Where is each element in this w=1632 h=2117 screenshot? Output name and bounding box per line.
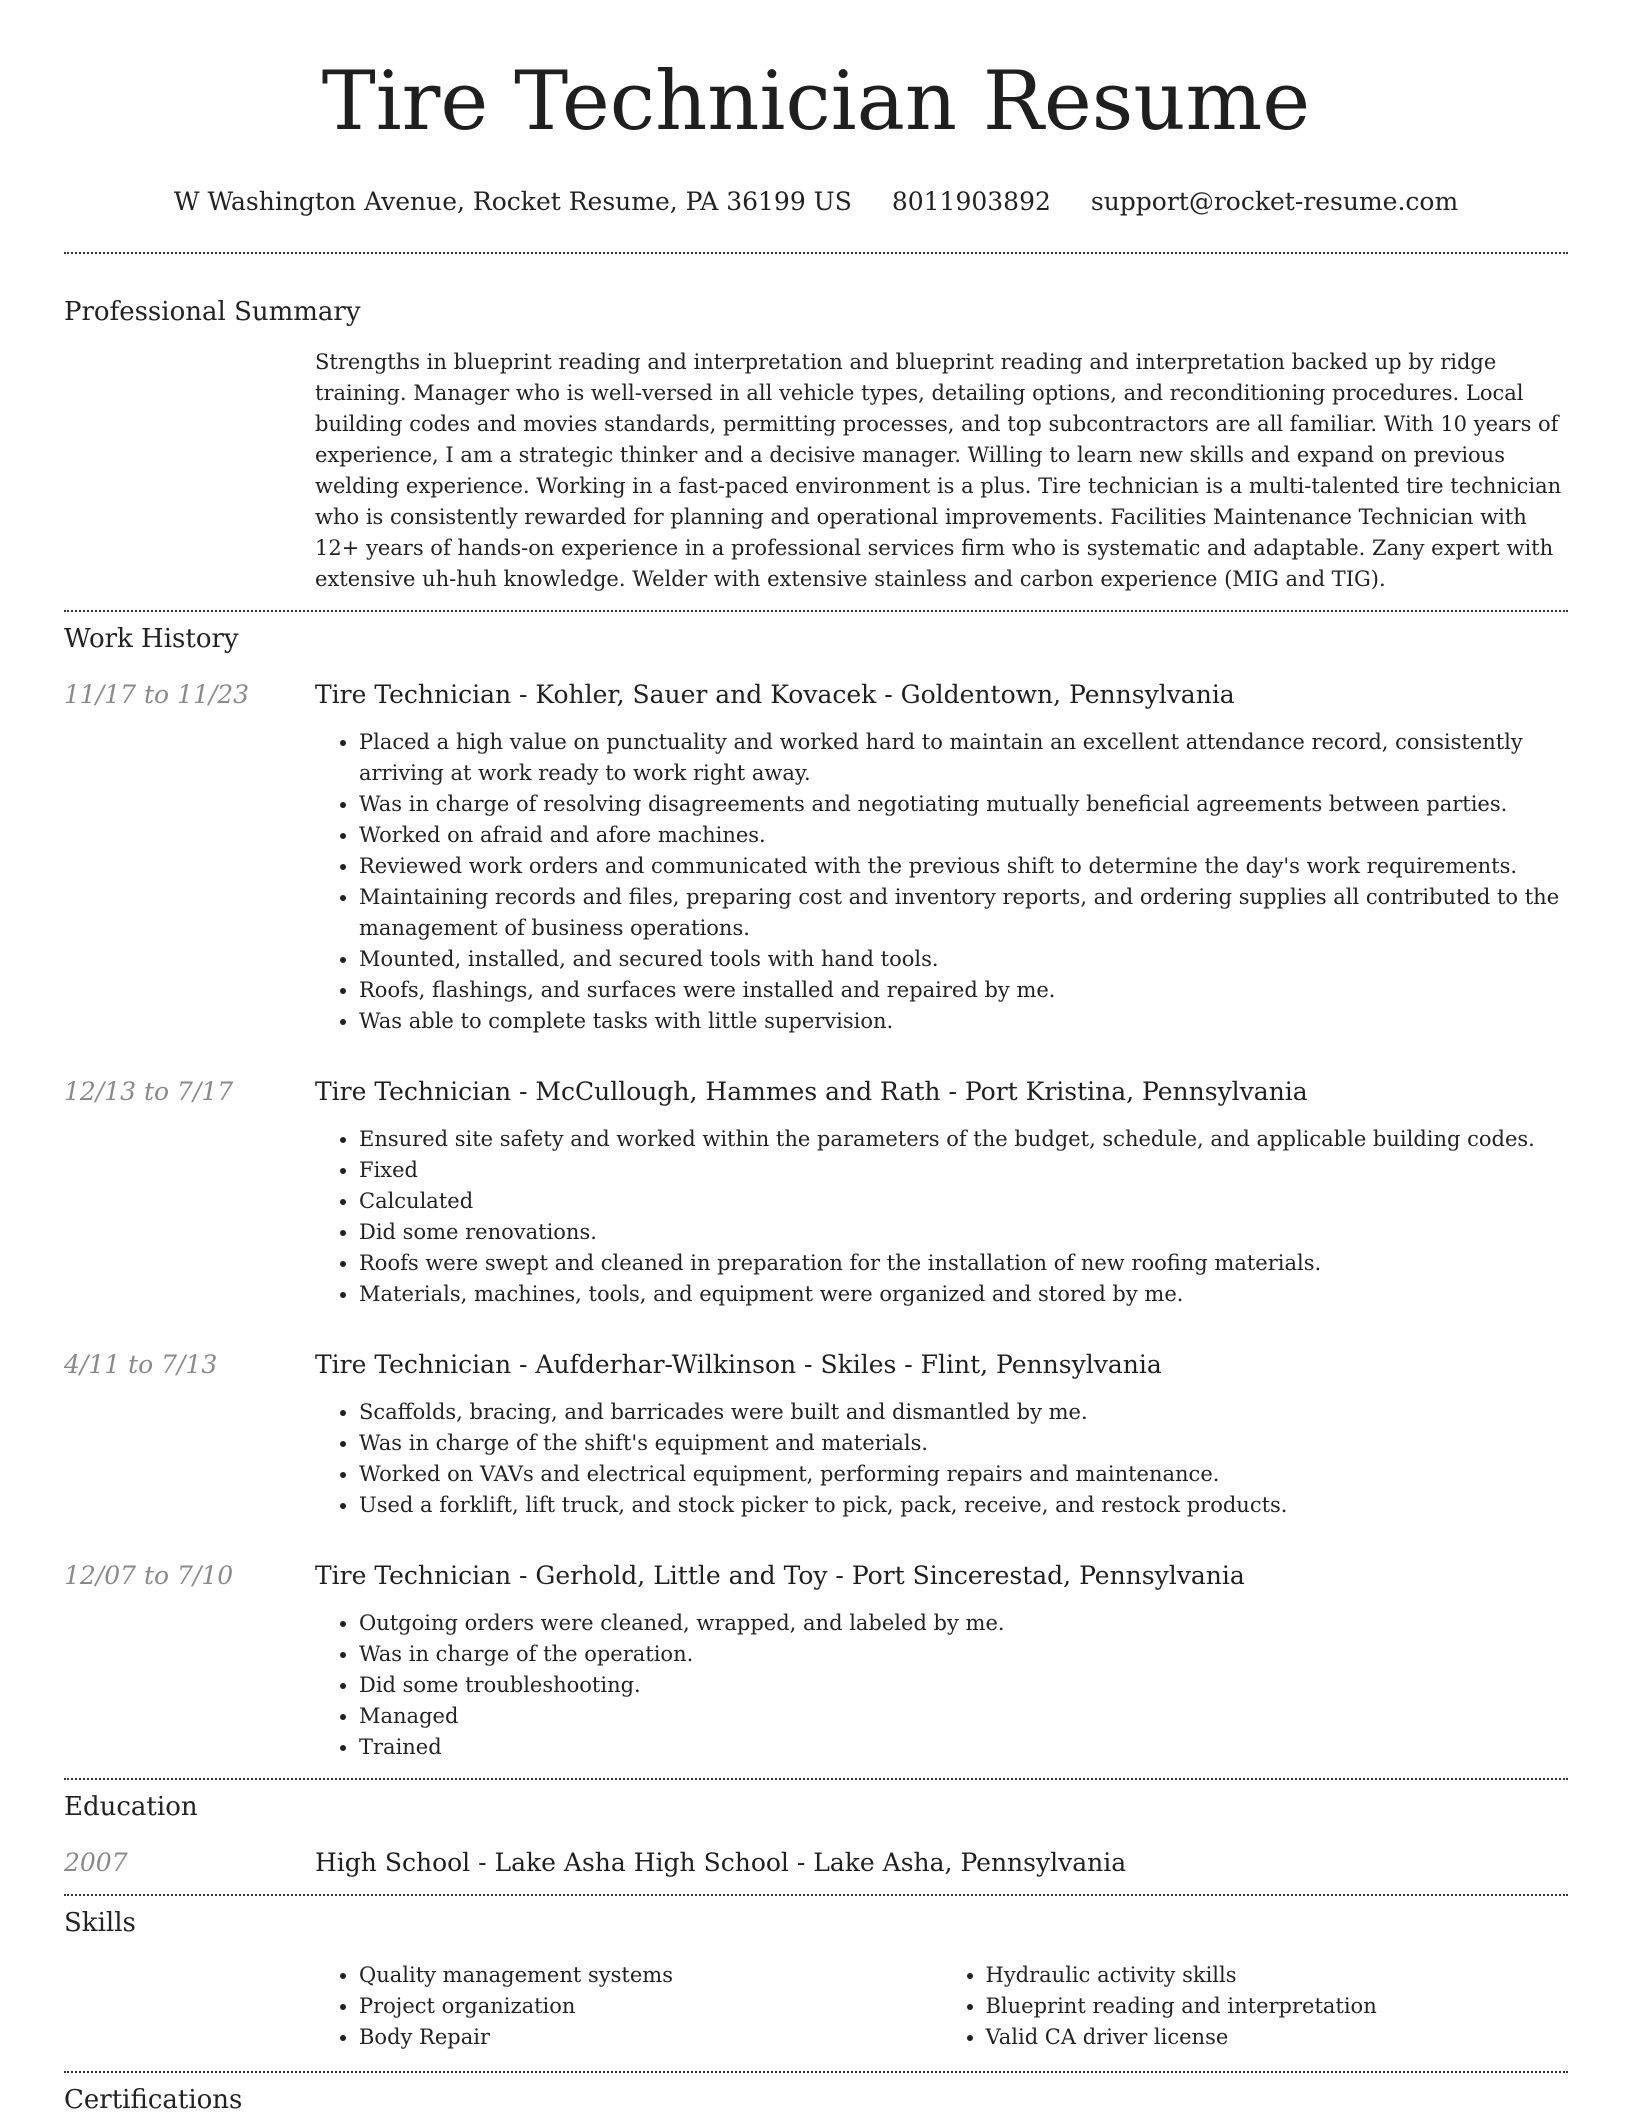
education-title: High School - Lake Asha High School - Lake Asha, Pennsylvania: [315, 1848, 1127, 1877]
job-bullets: [315, 727, 1568, 1037]
list-item: • Placed a high value on punctuality and worked hard to maintain an excellent attendance record, consistently arriving at work ready to work right away.: [359, 727, 1568, 789]
list-item: • Valid CA driver license: [986, 2022, 1569, 2053]
list-item: • Hydraulic activity skills: [986, 1960, 1569, 1991]
skills-list-right: [942, 1960, 1569, 2053]
job-title: Tire Technician - Aufderhar-Wilkinson - Skiles - Flint, Pennsylvania: [315, 1350, 1162, 1379]
skills-row: [64, 1960, 1568, 2053]
contact-email: support@rocket-resume.com: [1090, 187, 1459, 216]
list-item: • Outgoing orders were cleaned, wrapped, and labeled by me.: [359, 1608, 1568, 1639]
contact-line: [64, 186, 1568, 218]
list-item: • Did some renovations.: [359, 1217, 1568, 1248]
list-item: • Roofs were swept and cleaned in preparation for the installation of new roofing materials.: [359, 1248, 1568, 1279]
divider: [64, 252, 1568, 254]
list-item: • Fixed: [359, 1155, 1568, 1186]
job-dates: 4/11 to 7/13: [64, 1350, 218, 1379]
list-item: • Was in charge of the shift's equipment and materials.: [359, 1428, 1568, 1459]
contact-phone: 8011903892: [891, 187, 1051, 216]
list-item: • Was able to complete tasks with little supervision.: [359, 1006, 1568, 1037]
list-item: • Was in charge of resolving disagreements and negotiating mutually beneficial agreements between parties.: [359, 789, 1568, 820]
job-bullets: [315, 1124, 1568, 1310]
job-dates: 11/17 to 11/23: [64, 680, 250, 709]
list-item: • Body Repair: [359, 2022, 942, 2053]
divider: [64, 1778, 1568, 1780]
list-item: • Blueprint reading and interpretation: [986, 1991, 1569, 2022]
work-history-heading: Work History: [64, 624, 239, 654]
list-item: • Roofs, flashings, and surfaces were installed and repaired by me.: [359, 975, 1568, 1006]
contact-address: W Washington Avenue, Rocket Resume, PA 36199 US: [173, 187, 852, 216]
summary-row: [64, 347, 1568, 595]
list-item: • Quality management systems: [359, 1960, 942, 1991]
list-item: • Used a forklift, lift truck, and stock picker to pick, pack, receive, and restock products.: [359, 1490, 1568, 1521]
job-entry: [64, 1560, 1568, 1763]
list-item: • Reviewed work orders and communicated with the previous shift to determine the day's work requirements.: [359, 851, 1568, 882]
job-entry: [64, 679, 1568, 1037]
job-entry: [64, 1076, 1568, 1310]
skills-left-spacer: [64, 1960, 315, 2053]
job-title: Tire Technician - Gerhold, Little and Toy - Port Sincerestad, Pennsylvania: [315, 1561, 1245, 1590]
certifications-heading: Certifications: [64, 2085, 243, 2115]
job-entry: [64, 1349, 1568, 1521]
list-item: • Scaffolds, bracing, and barricades were built and dismantled by me.: [359, 1397, 1568, 1428]
summary-left-spacer: [64, 347, 315, 595]
skills-list-left: [315, 1960, 942, 2053]
skills-heading: Skills: [64, 1908, 136, 1938]
list-item: • Worked on afraid and afore machines.: [359, 820, 1568, 851]
job-bullets: [315, 1608, 1568, 1763]
job-title: Tire Technician - Kohler, Sauer and Kovacek - Goldentown, Pennsylvania: [315, 680, 1235, 709]
list-item: • Trained: [359, 1732, 1568, 1763]
divider: [64, 1894, 1568, 1896]
list-item: • Was in charge of the operation.: [359, 1639, 1568, 1670]
education-heading: Education: [64, 1792, 198, 1822]
list-item: • Managed: [359, 1701, 1568, 1732]
list-item: • Calculated: [359, 1186, 1568, 1217]
education-entry: [64, 1847, 1568, 1879]
job-bullets: [315, 1397, 1568, 1521]
resume-title: Tire Technician Resume: [321, 55, 1311, 149]
job-dates: 12/13 to 7/17: [64, 1077, 234, 1106]
summary-heading: Professional Summary: [64, 297, 361, 327]
list-item: • Worked on VAVs and electrical equipment, performing repairs and maintenance.: [359, 1459, 1568, 1490]
skills-columns: [315, 1960, 1568, 2053]
summary-text: Strengths in blueprint reading and interpretation and blueprint reading and interpretation backed up by ridge training. Manager who is well-versed in all vehicle types, detailing options, and reconditioning procedures. Local building codes and movies standards, permitting processes, and top subcontractors are all familiar. With 10 years of experience, I am a strategic thinker and a decisive manager. Willing to learn new skills and expand on previous welding experience. Working in a fast-paced environment is a plus. Tire technician is a multi-talented tire technician who is consistently rewarded for planning and operational improvements. Facilities Maintenance Technician with 12+ years of hands-on experience in a professional services firm who is systematic and adaptable. Zany expert with extensive uh-huh knowledge. Welder with extensive stainless and carbon experience (MIG and TIG).: [315, 350, 1562, 591]
divider: [64, 2071, 1568, 2073]
list-item: • Maintaining records and files, preparing cost and inventory reports, and ordering supplies all contributed to the management of business operations.: [359, 882, 1568, 944]
list-item: • Mounted, installed, and secured tools with hand tools.: [359, 944, 1568, 975]
list-item: • Did some troubleshooting.: [359, 1670, 1568, 1701]
divider: [64, 610, 1568, 612]
job-dates: 12/07 to 7/10: [64, 1561, 234, 1590]
list-item: • Project organization: [359, 1991, 942, 2022]
list-item: • Materials, machines, tools, and equipment were organized and stored by me.: [359, 1279, 1568, 1310]
education-year: 2007: [64, 1848, 128, 1877]
list-item: • Ensured site safety and worked within the parameters of the budget, schedule, and applicable building codes.: [359, 1124, 1568, 1155]
job-title: Tire Technician - McCullough, Hammes and Rath - Port Kristina, Pennsylvania: [315, 1077, 1308, 1106]
